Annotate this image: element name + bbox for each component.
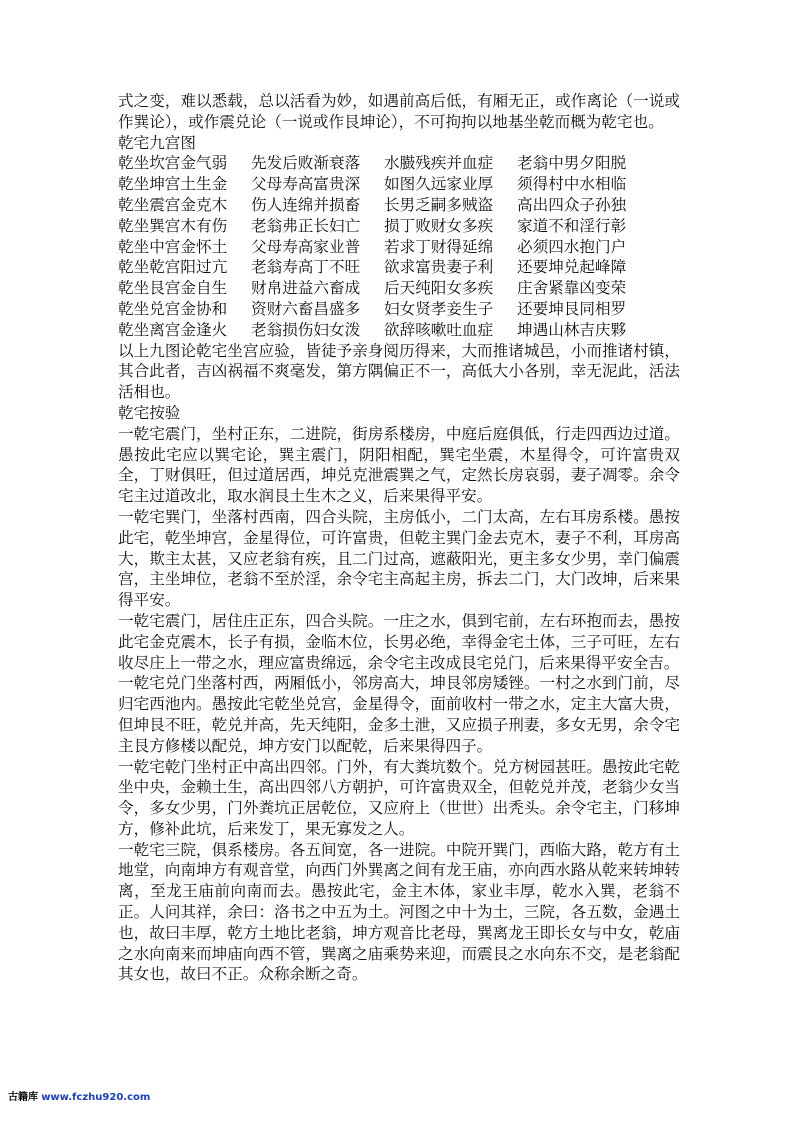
palace-cell: 还要坤兑起峰障 [517, 258, 627, 277]
palace-cell: 欲求富贵妻子利 [384, 258, 494, 277]
cases-list [118, 424, 680, 986]
case-paragraph: 一乾宅三院，俱系楼房。各五间宽，各一进院。中院开巽门，西临大路，乾方有土地堂，向南坤方有观音堂，向西门外巽离之间有龙王庙，亦向西水路从乾来转坤转离，至龙王庙前向南而去。愚按此宅，金主木体，家业丰厚，乾水入巽，老翁不正。人问其祥，余曰：洛书之中五为土。河图之中十为土，三院，各五数，金遇土也，故曰丰厚，乾方土地比老翁，坤方观音比老母，巽离龙王即长女与中女，乾庙之水向南来而坤庙向西不管，巽离之庙乘势来迎，而震艮之水向东不交，是老翁配其女也，故曰不正。众称余断之奇。 [118, 840, 680, 984]
palace-cell: 如图久远家业厚 [384, 175, 494, 194]
palace-cell: 若求丁财得延绵 [384, 237, 494, 256]
palace-row [118, 174, 680, 195]
summary-paragraph: 以上九图论乾宅坐宫应验，皆徒予亲身阅历得来，大而推诸城邑，小而推诸村镇，其合此者，吉凶祸福不爽毫发，第方隅偏正不一，高低大小各别，幸无泥此，活法活相也。 [118, 341, 680, 402]
site-footer [8, 1088, 150, 1103]
palace-cell: 乾坐乾宫阳过亢 [118, 258, 228, 277]
palace-cell: 损丁败财女多疾 [384, 216, 494, 235]
palace-cell: 乾坐中宫金怀土 [118, 237, 228, 256]
nine-palace-title: 乾宅九宫图 [118, 133, 196, 152]
palace-cell: 父母寿高富贵深 [251, 175, 361, 194]
palace-row [118, 278, 680, 299]
palace-row [118, 257, 680, 278]
palace-cell: 长男乏嗣多贼盗 [384, 195, 494, 214]
case-paragraph: 一乾宅兑门坐落村西，两厢低小，邻房高大，坤艮邻房矮锉。一村之水到门前，尽归宅西池内。愚按此宅乾坐兑宫，金星得令，面前收村一带之水，定主大富大贵，但坤艮不旺，乾兑并高，先天纯阳，金多土泄，又应损子刑妻，多女无男，余令宅主艮方修楼以配兑，坤方安门以配乾，后来果得四子。 [118, 674, 680, 755]
palace-cell: 财帛进益六畜成 [251, 279, 361, 298]
palace-cell: 须得村中水相临 [517, 175, 627, 194]
palace-cell: 必须四水抱门户 [517, 237, 627, 256]
palace-row [118, 195, 680, 216]
footer-url[interactable]: www.fczhu920.com [41, 1092, 151, 1103]
palace-cell: 资财六畜昌盛多 [251, 299, 361, 318]
palace-cell: 庄舍紧靠凶变荣 [517, 279, 627, 298]
palace-cell: 伤人连绵并损畜 [251, 195, 361, 214]
palace-cell: 后天纯阳女多疾 [384, 279, 494, 298]
palace-cell: 父母寿高家业普 [251, 237, 361, 256]
palace-row [118, 320, 680, 341]
nine-palace-table [118, 153, 680, 340]
palace-cell: 乾坐震宫金克木 [118, 195, 228, 214]
palace-cell: 水臌残疾并血症 [384, 154, 494, 173]
palace-cell: 老翁弗正长妇亡 [251, 216, 361, 235]
palace-cell: 乾坐兑宫金协和 [118, 299, 228, 318]
palace-cell: 坤遇山林吉庆夥 [517, 320, 627, 339]
palace-row [118, 237, 680, 258]
intro-paragraph: 式之变，难以悉载，总以活看为妙，如遇前高后低，有厢无正，或作离论（一说或作巽论），或作震兑论（一说或作艮坤论），不可拘拘以地基坐乾而概为乾宅也。 [118, 92, 680, 131]
palace-cell: 乾坐巽宫木有伤 [118, 216, 228, 235]
palace-cell: 先发后败渐衰落 [251, 154, 361, 173]
palace-cell: 乾坐离宫金逢火 [118, 320, 228, 339]
palace-row [118, 299, 680, 320]
palace-cell: 乾坐坎宫金气弱 [118, 154, 228, 173]
palace-row [118, 216, 680, 237]
palace-cell: 欲辞咳嗽吐血症 [384, 320, 494, 339]
palace-cell: 家道不和淫行彰 [517, 216, 627, 235]
palace-cell: 乾坐坤宫土生金 [118, 175, 228, 194]
palace-cell: 老翁损伤妇女泼 [251, 320, 361, 339]
palace-cell: 乾坐艮宫金自生 [118, 279, 228, 298]
palace-cell: 高出四众子孙独 [517, 195, 627, 214]
case-paragraph: 一乾宅震门，居住庄正东，四合头院。一庄之水，俱到宅前，左右环抱而去，愚按此宅金克震木，长子有损，金临木位，长男必绝，幸得金宅土体，三子可旺，左右收尽庄上一带之水，理应富贵绵远，余令宅主改成艮宅兑门，后来果得平安全吉。 [118, 611, 680, 672]
case-paragraph: 一乾宅巽门，坐落村西南，四合头院，主房低小，二门太高，左右耳房系楼。愚按此宅，乾坐坤宫，金星得位，可许富贵，但乾主巽门金去克木，妻子不利，耳房高大，欺主太甚，又应老翁有疾，且二门过高，遮蔽阳光，更主多女少男，幸门偏震宫，主坐坤位，老翁不至於淫，余令宅主高起主房，拆去二门，大门改坤，后来果得平安。 [118, 507, 680, 610]
case-paragraph: 一乾宅震门，坐村正东，二进院，街房系楼房，中庭后庭俱低，行走四西边过道。愚按此宅应以巽宅论，巽主震门，阴阳相配，巽宅坐震，木星得令，可许富贵双全，丁财俱旺，但过道居西，坤兑克泄震巽之气，定然长房哀弱，妻子凋零。余令宅主过道改北，取水润艮土生木之义，后来果得平安。 [118, 424, 680, 506]
footer-brand: 古籍库 [8, 1092, 38, 1103]
document-page [118, 91, 680, 985]
cases-title: 乾宅按验 [118, 403, 181, 422]
palace-cell: 还要坤艮同相罗 [517, 299, 627, 318]
palace-cell: 妇女贤孝妾生子 [384, 299, 494, 318]
palace-row [118, 153, 680, 174]
palace-cell: 老翁中男夕阳脱 [517, 154, 627, 173]
case-paragraph: 一乾宅乾门坐村正中高出四邻。门外，有大粪坑数个。兑方树园甚旺。愚按此宅乾坐中央，金赖土生，高出四邻八方朝护，可许富贵双全，但乾兑并茂，老翁少女当令，多女少男，门外粪坑正居乾位，又应府上（世世）出秃头。余令宅主，门移坤方，修补此坑，后来发丁，果无寡发之人。 [118, 757, 680, 838]
palace-cell: 老翁寿高丁不旺 [251, 258, 361, 277]
